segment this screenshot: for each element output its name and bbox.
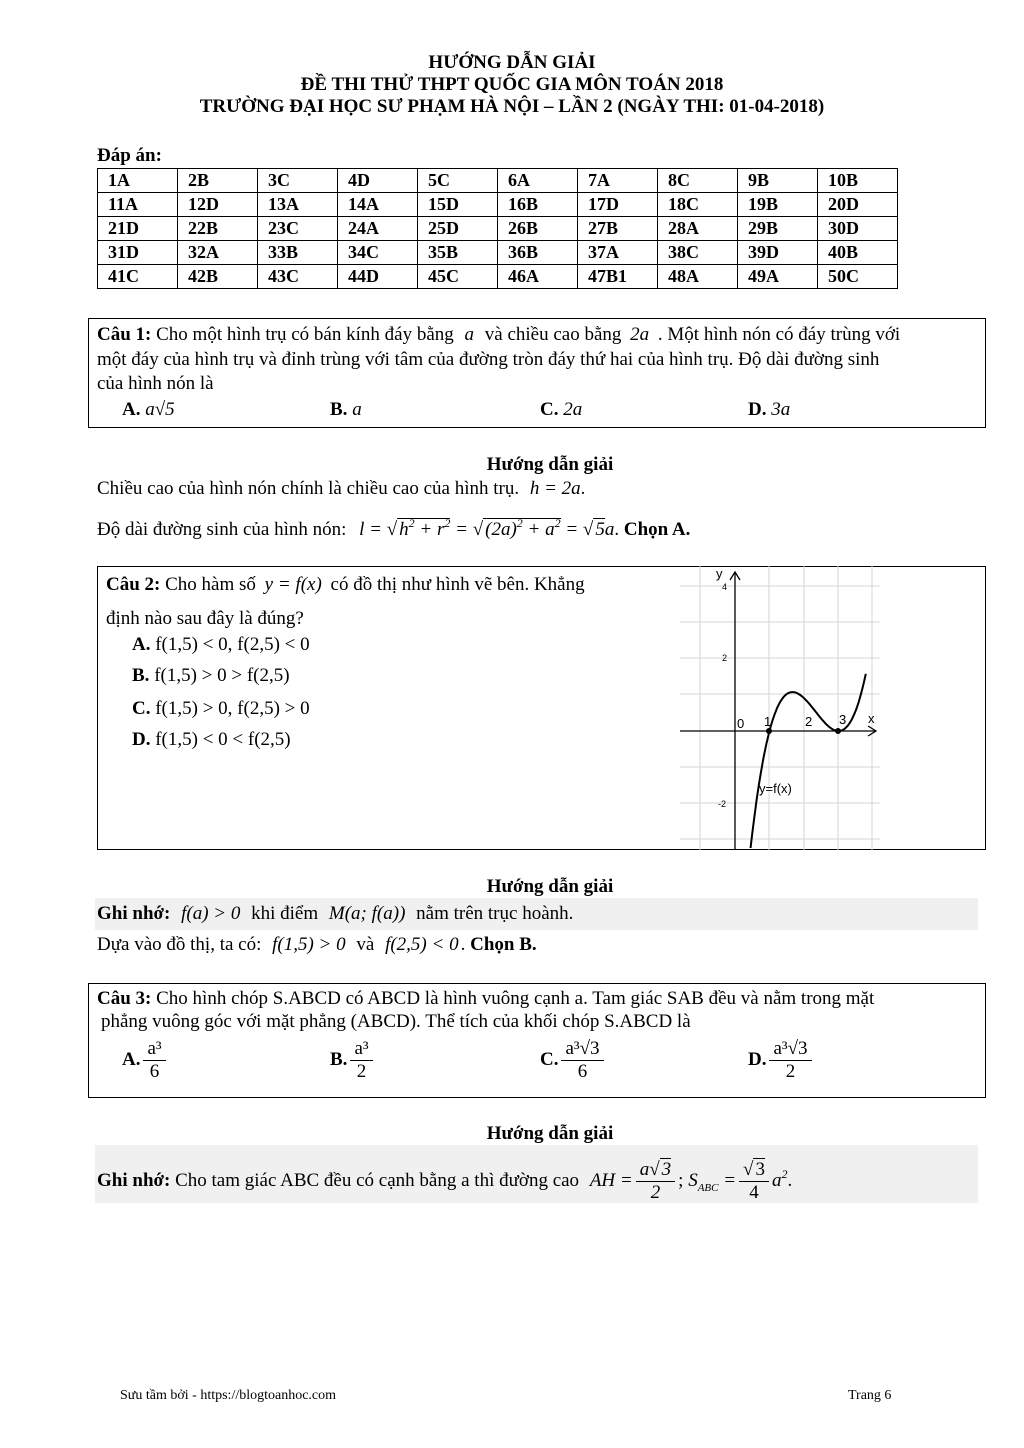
y-tick-2: 2 [722, 653, 728, 663]
answer-cell: 3C [258, 169, 338, 193]
q1-formula: l = √ $h^2 + r^2$ = √ $(2a)^2 + a^2$ = √ 5a [359, 516, 615, 540]
y-tick-4: 4 [722, 582, 728, 592]
q1-option-c: C. 2a [540, 399, 583, 420]
answer-cell: 23C [258, 217, 338, 241]
answer-cell: 14A [338, 193, 418, 217]
answer-cell: 36B [498, 241, 578, 265]
q1-option-a: A. a√5 [122, 399, 175, 420]
answer-cell: 24A [338, 217, 418, 241]
q1-line2: một đáy của hình trụ và đỉnh trùng với tâm của đường tròn đáy thứ hai của hình trụ. Độ dài đường sinh [97, 349, 880, 370]
answer-cell: 22B [178, 217, 258, 241]
answer-cell: 8C [658, 169, 738, 193]
answer-cell: 33B [258, 241, 338, 265]
function-graph [680, 566, 880, 850]
answer-cell: 10B [818, 169, 898, 193]
q1-option-b: B. a [330, 399, 362, 420]
doc-title-line2: ĐỀ THI THỬ THPT QUỐC GIA MÔN TOÁN 2018 [300, 74, 724, 95]
answer-cell: 35B [418, 241, 498, 265]
doc-title-line3: TRƯỜNG ĐẠI HỌC SƯ PHẠM HÀ NỘI – LẦN 2 (NGÀY THI: 01-04-2018) [199, 96, 825, 117]
answer-cell: 21D [98, 217, 178, 241]
answer-cell: 42B [178, 265, 258, 289]
answer-cell: 34C [338, 241, 418, 265]
y-tick-neg2: -2 [718, 799, 727, 809]
answer-cell: 49A [738, 265, 818, 289]
q3-option-a: A. $\frac{\text{a³}}{6}$ [122, 1038, 169, 1083]
answer-cell: 25D [418, 217, 498, 241]
q1-text1c: . Một hình nón có đáy trùng với [657, 324, 901, 345]
q3-line1: Câu 3: Cho hình chóp S.ABCD có ABCD là hình vuông cạnh a. Tam giác SAB đều và nằm trong mặt [97, 988, 875, 1009]
q1-solution-title: Hướng dẫn giải [486, 454, 614, 475]
q3-option-b: B. $\frac{\text{a³}}{2}$ [330, 1038, 376, 1083]
answer-cell: 1A [98, 169, 178, 193]
answer-cell: 40B [818, 241, 898, 265]
answer-cell: 5C [418, 169, 498, 193]
answer-cell: 38C [658, 241, 738, 265]
answer-cell: 12D [178, 193, 258, 217]
answer-cell: 28A [658, 217, 738, 241]
answer-row [98, 169, 898, 193]
q3-option-c: C. $\frac{\text{a³√3}}{6}$ [540, 1038, 607, 1083]
answer-cell: 4D [338, 169, 418, 193]
q2-note: Ghi nhớ: f(a) > 0 khi điểm M(a; f(a)) nằm trên trục hoành. [97, 903, 574, 924]
answer-cell: 11A [98, 193, 178, 217]
answer-cell: 18C [658, 193, 738, 217]
q2-line2: định nào sau đây là đúng? [106, 608, 304, 629]
q2-line1: Câu 2: Cho hàm số y = f(x) có đồ thị như hình vẽ bên. Khẳng [106, 574, 585, 595]
answer-cell: 9B [738, 169, 818, 193]
q2-solution-line: Dựa vào đồ thị, ta có: f(1,5) > 0 và f(2,5) < 0 . Chọn B. [97, 934, 537, 955]
answer-cell: 13A [258, 193, 338, 217]
answer-cell: 39D [738, 241, 818, 265]
answer-cell: 19B [738, 193, 818, 217]
q1-val-2a: 2a [630, 324, 650, 345]
answer-row [98, 193, 898, 217]
answer-cell: 17D [578, 193, 658, 217]
q3-line2: phẳng vuông góc với mặt phẳng (ABCD). Thể tích của khối chóp S.ABCD là [101, 1011, 691, 1032]
answer-cell: 16B [498, 193, 578, 217]
x-tick-1: 1 [764, 714, 772, 729]
answer-cell: 2B [178, 169, 258, 193]
q1-var-a: a [464, 324, 475, 345]
q2-option-a: A. f(1,5) < 0, f(2,5) < 0 [132, 634, 310, 655]
q2-option-d: D. f(1,5) < 0 < f(2,5) [132, 729, 291, 750]
function-curve [737, 674, 866, 850]
answer-cell: 6A [498, 169, 578, 193]
answer-cell: 30D [818, 217, 898, 241]
answer-cell: 32A [178, 241, 258, 265]
answer-table [97, 168, 898, 289]
graph-grid [680, 566, 880, 850]
answer-cell: 43C [258, 265, 338, 289]
q1-text1b: và chiều cao bằng [484, 324, 622, 345]
answer-cell: 29B [738, 217, 818, 241]
q3-note: Ghi nhớ: Cho tam giác ABC đều có cạnh bằng a thì đường cao AH = $\frac{a√ 3}{2}$ ; $S_{ABC}$ = $\frac{√ 3}{4}$ $a^2$. [97, 1159, 793, 1204]
curve-label: y=f(x) [759, 781, 792, 796]
q2-option-c: C. f(1,5) > 0, f(2,5) > 0 [132, 698, 310, 719]
answer-cell: 50C [818, 265, 898, 289]
answer-cell: 44D [338, 265, 418, 289]
q1-line1 [97, 323, 900, 347]
answer-cell: 27B [578, 217, 658, 241]
q1-option-d: D. 3a [748, 399, 791, 420]
footer-page-number: Trang 6 [848, 1388, 892, 1403]
answer-row [98, 241, 898, 265]
q1-solution-line2: Độ dài đường sinh của hình nón: l = √ $h^2 + r^2$ = √ $(2a)^2 + a^2$ = √ 5a. Chọn A. [97, 516, 691, 540]
q1-text1a: Cho một hình trụ có bán kính đáy bằng [156, 324, 454, 345]
q1-solution-line1: Chiều cao của hình nón chính là chiều cao của hình trụ. h = 2a. [97, 478, 586, 499]
answer-row [98, 265, 898, 289]
origin-label: 0 [737, 716, 745, 731]
x-axis-label: x [868, 711, 875, 726]
q3-option-d: D. $\frac{\text{a³√3}}{2}$ [748, 1038, 815, 1083]
answer-cell: 47B1 [578, 265, 658, 289]
answers-label: Đáp án: [97, 145, 162, 166]
answer-cell: 7A [578, 169, 658, 193]
graph-axes [680, 572, 876, 850]
y-axis-label: y [716, 566, 723, 581]
answer-cell: 26B [498, 217, 578, 241]
doc-title-line1: HƯỚNG DẪN GIẢI [428, 52, 596, 73]
q3-solution-title: Hướng dẫn giải [486, 1123, 614, 1144]
answer-cell: 37A [578, 241, 658, 265]
q1-line3: của hình nón là [97, 373, 214, 394]
q1-label: Câu 1: [97, 324, 152, 345]
footer-source: Sưu tầm bởi - https://blogtoanhoc.com [120, 1388, 337, 1403]
answer-cell: 48A [658, 265, 738, 289]
answer-cell: 15D [418, 193, 498, 217]
answer-cell: 31D [98, 241, 178, 265]
x-tick-3: 3 [839, 712, 847, 727]
answer-cell: 41C [98, 265, 178, 289]
answer-cell: 46A [498, 265, 578, 289]
q2-solution-title: Hướng dẫn giải [486, 876, 614, 897]
answer-row [98, 217, 898, 241]
answer-cell: 20D [818, 193, 898, 217]
x-tick-2: 2 [805, 714, 813, 729]
root-point-3 [835, 728, 841, 734]
answer-cell: 45C [418, 265, 498, 289]
q2-option-b: B. f(1,5) > 0 > f(2,5) [132, 665, 290, 686]
